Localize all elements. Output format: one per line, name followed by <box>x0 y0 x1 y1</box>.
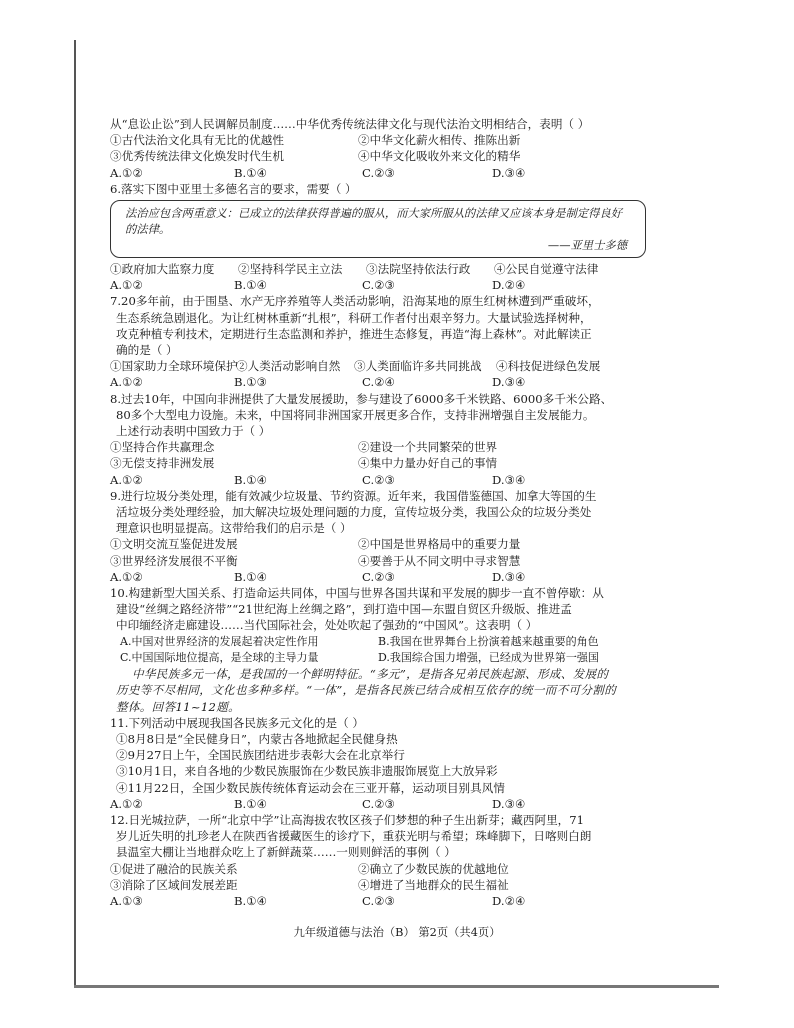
question-9 <box>110 488 650 585</box>
answer-a: A.①② <box>110 375 143 390</box>
exam-page <box>110 116 650 909</box>
question-stem-line: 县温室大棚让当地群众吃上了新鲜蔬菜……一则则鲜活的事例（ ） <box>116 845 456 860</box>
answer-b: B.我国在世界舞台上扮演着越来越重要的角色 <box>378 634 599 648</box>
answer-a: A.①② <box>110 165 143 180</box>
option-3: ③优秀传统法律文化焕发时代生机 <box>110 149 284 164</box>
answer-row <box>110 472 650 488</box>
material-line: 历史等不尽相同，文化也多种多样。“一体”，是指各民族已结合成相互依存的统一而不可分割的 <box>116 683 617 698</box>
answer-d: D.③④ <box>492 796 526 811</box>
question-stem-line: 10.构建新型大国关系、打造命运共同体，中国与世界各国共谋和平发展的脚步一直不曾停歇：从 <box>110 586 604 601</box>
option-4: ④中华文化吸收外来文化的精华 <box>358 149 521 164</box>
option-2: ②确立了少数民族的优越地位 <box>358 861 509 876</box>
question-stem-line: 上述行动表明中国致力于（ ） <box>116 424 271 439</box>
question-stem-line: 12.日光城拉萨，一所“北京中学”让高海拔农牧区孩子们梦想的种子生出新芽；藏西阿里，71 <box>110 812 585 827</box>
quote-box <box>110 200 646 258</box>
question-11 <box>110 715 650 812</box>
answer-c: C.②③ <box>362 165 395 180</box>
question-stem-line: 攻克种植专利技术，定期进行生态监测和养护，推进生态修复，再造“海上森林”。对此解读正 <box>116 326 592 341</box>
answer-a: A.①③ <box>110 893 143 908</box>
option-3: ③10月1日，来自各地的少数民族服饰在少数民族非遗服饰展览上大放异彩 <box>116 764 498 779</box>
option-4: ④要善于从不同文明中寻求智慧 <box>358 553 521 568</box>
question-stem-line: 8.过去10年，中国向非洲提供了大量发展援助，参与建设了6000多千米铁路、6000多千米公路、 <box>110 391 613 406</box>
answer-b: B.①④ <box>234 893 267 908</box>
answer-b: B.①④ <box>234 472 267 487</box>
option-row <box>110 358 650 374</box>
option-1: ①坚持合作共赢理念 <box>110 440 215 455</box>
question-stem-line: 建设“丝绸之路经济带”“21世纪海上丝绸之路”，到打造中国—东盟自贸区升级版、推进孟 <box>116 602 572 617</box>
option-4: ④集中力量办好自己的事情 <box>358 456 498 471</box>
scan-border-bottom <box>74 985 719 988</box>
reading-material <box>110 666 650 715</box>
answer-row <box>110 569 650 585</box>
option-3: ③消除了区域间发展差距 <box>110 877 238 892</box>
answer-b: B.①③ <box>234 375 267 390</box>
question-5 <box>110 116 650 181</box>
option-3: ③无偿支持非洲发展 <box>110 456 215 471</box>
answer-a: A.中国对世界经济的发展起着决定性作用 <box>120 634 319 648</box>
question-stem-line: 确的是（ ） <box>116 343 178 358</box>
answer-a: A.①② <box>110 278 143 293</box>
answer-d: D.③④ <box>492 165 526 180</box>
answer-row <box>110 374 650 390</box>
material-line: 中华民族多元一体，是我国的一个鲜明特征。“多元”，是指各兄弟民族起源、形成、发展的 <box>132 667 609 682</box>
option-2: ②人类活动影响自然 <box>236 359 341 374</box>
answer-c: C.②③ <box>362 893 395 908</box>
question-stem-line: 7.20多年前，由于围垦、水产无序养殖等人类活动影响，沿海某地的原生红树林遭到严重破坏， <box>110 294 600 309</box>
answer-c: C.②③ <box>362 278 395 293</box>
answer-row <box>110 634 650 650</box>
option-4: ④增进了当地群众的民生福祉 <box>358 877 509 892</box>
page-footer: 九年级道德与法治（B） 第2页（共4页） <box>293 926 501 939</box>
answer-a: A.①② <box>110 569 143 584</box>
option-1: ①国家助力全球环境保护 <box>110 359 238 374</box>
option-3: ③法院坚持依法行政 <box>366 262 471 277</box>
answer-d: D.我国综合国力增强，已经成为世界第一强国 <box>378 650 599 664</box>
question-12 <box>110 812 650 909</box>
option-2: ②建设一个共同繁荣的世界 <box>358 440 498 455</box>
question-stem-line: 活垃圾分类处理经验，加大解决垃圾处理问题的力度，宣传垃圾分类，我国公众的垃圾分类处 <box>116 505 592 520</box>
option-1: ①8月8日是“全民健身日”，内蒙古各地掀起全民健身热 <box>116 731 398 746</box>
question-stem-line: 9.进行垃圾分类处理，能有效减少垃圾量、节约资源。近年来，我国借鉴德国、加拿大等国的生 <box>110 488 597 503</box>
option-2: ②中华文化薪火相传、推陈出新 <box>358 133 521 148</box>
answer-c: C.②③ <box>362 569 395 584</box>
question-stem-line: 80多个大型电力设施。未来，中国将同非洲国家开展更多合作，支持非洲增强自主发展能力。 <box>116 407 595 422</box>
question-stem: 从“息讼止讼”到人民调解员制度……中华优秀传统法律文化与现代法治文明相结合，表明（ ） <box>110 117 590 131</box>
quote-source: ——亚里士多德 <box>547 239 627 253</box>
answer-row <box>110 277 650 293</box>
question-7 <box>110 293 650 390</box>
option-row <box>110 877 650 893</box>
quote-text: 法治应包含两重意义：已成立的法律获得普遍的服从，而大家所服从的法律又应该本身是制定得良好的法律。 <box>125 207 623 237</box>
option-2: ②9月27日上午，全国民族团结进步表彰大会在北京举行 <box>116 748 405 763</box>
answer-row <box>110 893 650 909</box>
scan-border-left <box>74 40 76 988</box>
answer-c: C.②④ <box>362 375 395 390</box>
option-3: ③世界经济发展很不平衡 <box>110 553 238 568</box>
answer-a: A.①② <box>110 796 143 811</box>
material-line: 整体。回答11~12题。 <box>116 699 240 714</box>
answer-d: D.②④ <box>492 278 526 293</box>
answer-b: B.①④ <box>234 165 267 180</box>
answer-c: C.②③ <box>362 472 395 487</box>
question-stem: 6.落实下图中亚里士多德名言的要求，需要（ ） <box>110 181 357 196</box>
question-stem: 11.下列活动中展现我国各民族多元文化的是（ ） <box>110 715 364 730</box>
answer-d: D.③④ <box>492 472 526 487</box>
option-row <box>110 536 650 552</box>
option-row <box>110 132 650 148</box>
option-2: ②坚持科学民主立法 <box>238 262 343 277</box>
answer-d: D.②④ <box>492 893 526 908</box>
option-2: ②中国是世界格局中的重要力量 <box>358 537 521 552</box>
answer-b: B.①④ <box>234 278 267 293</box>
option-row <box>110 261 650 277</box>
option-4: ④科技促进绿色发展 <box>496 359 601 374</box>
answer-b: B.①④ <box>234 569 267 584</box>
option-row <box>110 861 650 877</box>
option-1: ①政府加大监察力度 <box>110 262 215 277</box>
option-row <box>110 148 650 164</box>
answer-b: B.①④ <box>234 796 267 811</box>
option-4: ④公民自觉遵守法律 <box>494 262 599 277</box>
question-stem-line: 理意识也明显提高。这带给我们的启示是（ ） <box>116 521 352 536</box>
question-stem-line: 中印缅经济走廊建设……当代国际社会，处处吹起了强劲的“中国风”。这表明（ ） <box>116 618 538 633</box>
option-4: ④11月22日，全国少数民族传统体育运动会在三亚开幕，运动项目别具风情 <box>116 780 505 795</box>
option-row <box>110 553 650 569</box>
option-3: ③人类面临许多共同挑战 <box>354 359 482 374</box>
option-1: ①促进了融洽的民族关系 <box>110 861 238 876</box>
question-stem-line: 生态系统急剧退化。为让红树林重新“扎根”，科研工作者付出艰辛努力。大量试验选择树种， <box>116 310 592 325</box>
option-row <box>110 455 650 471</box>
question-stem-line: 岁儿近失明的扎珍老人在陕西省援藏医生的诊疗下，重获光明与希望；珠峰脚下，日喀则白朗 <box>116 829 592 844</box>
option-1: ①古代法治文化具有无比的优越性 <box>110 133 284 148</box>
answer-c: C.中国国际地位提高，是全球的主导力量 <box>120 650 319 664</box>
answer-row <box>110 165 650 181</box>
question-10 <box>110 585 650 666</box>
answer-row <box>110 796 650 812</box>
answer-c: C.②③ <box>362 796 395 811</box>
answer-d: D.③④ <box>492 375 526 390</box>
answer-a: A.①② <box>110 472 143 487</box>
answer-row <box>110 650 650 666</box>
question-6 <box>110 181 650 294</box>
question-8 <box>110 391 650 488</box>
answer-d: D.③④ <box>492 569 526 584</box>
option-row <box>110 439 650 455</box>
option-1: ①文明交流互鉴促进发展 <box>110 537 238 552</box>
